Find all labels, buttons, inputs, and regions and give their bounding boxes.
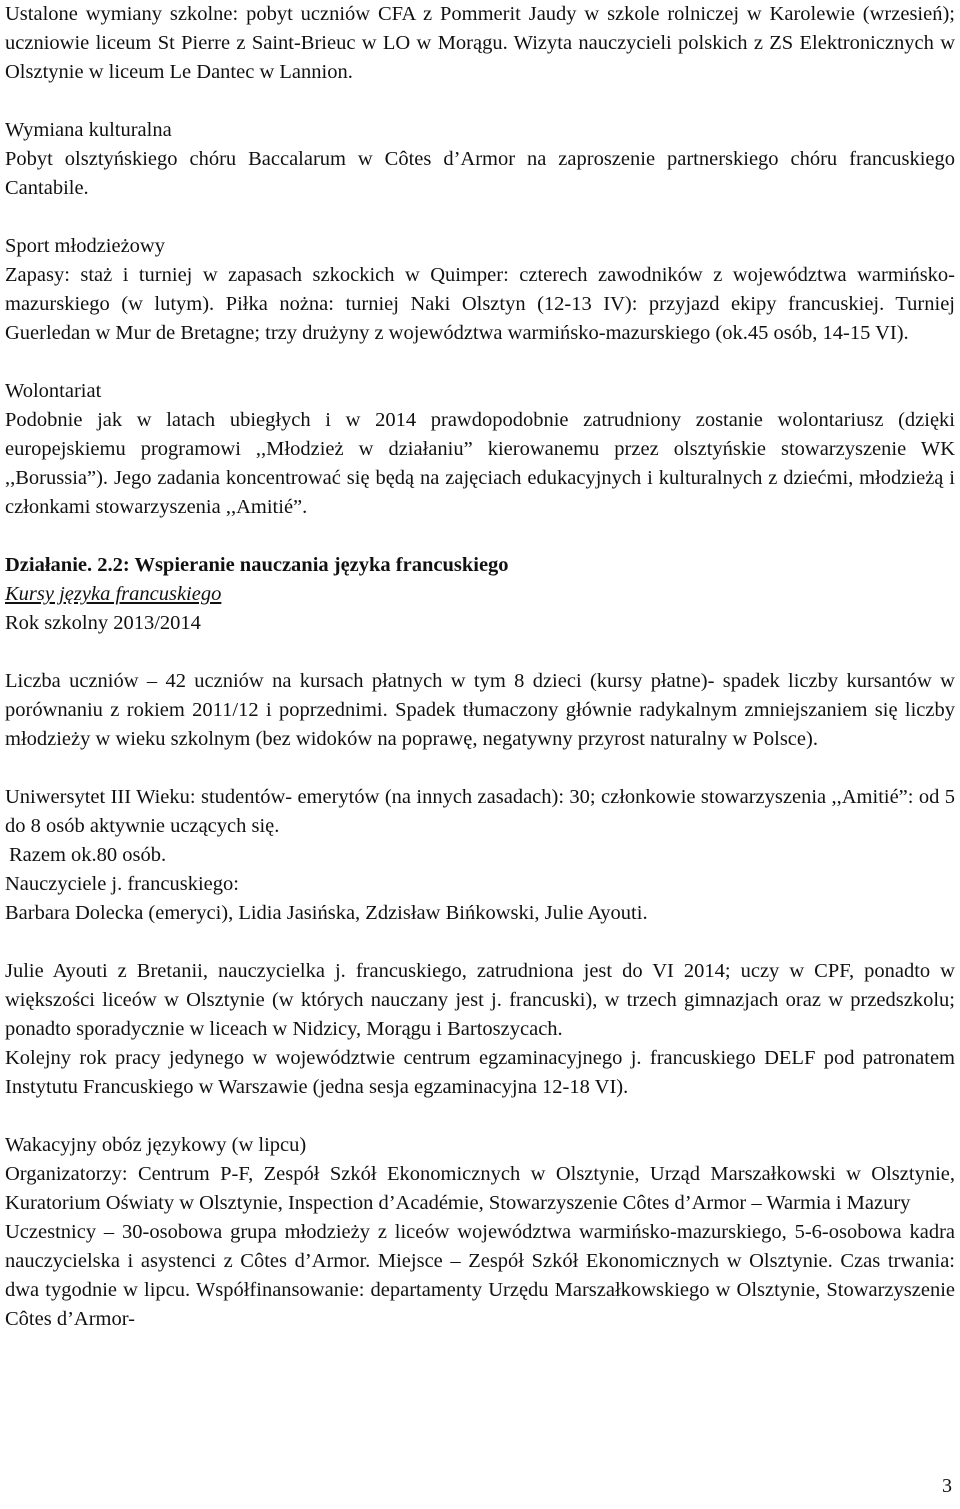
students-count-paragraph: Liczba uczniów – 42 uczniów na kursach płatnych w tym 8 dzieci (kursy płatne)- spadek liczby kursantów w porównaniu z rokiem 2011/12 i poprzednimi. Spadek tłumaczony głównie radykalnym zmniejszaniem się liczby młodzieży w wieku szkolnym (bez widoków na poprawę, negatywny przyrost naturalny w Polsce). (5, 670, 955, 750)
action-heading: Działanie. 2.2: Wspieranie nauczania języka francuskiego (5, 554, 509, 576)
youth-sport-heading: Sport młodzieżowy (5, 235, 165, 257)
school-year: Rok szkolny 2013/2014 (5, 612, 201, 634)
teachers-list: Barbara Dolecka (emeryci), Lidia Jasińska, Zdzisław Bińkowski, Julie Ayouti. (5, 902, 648, 924)
youth-sport-paragraph: Zapasy: staż i turniej w zapasach szkockich w Quimper: czterech zawodników z województwa warmińsko-mazurskiego (w lutym). Piłka nożna: turniej Naki Olsztyn (12-13 IV): przyjazd ekipy francuskiej. Turniej Guerledan w Mur de Bretagne; trzy drużyny z województwa warmińsko-mazurskiego (ok.45 osób, 14-15 VI). (5, 264, 955, 344)
cultural-exchange-paragraph: Pobyt olsztyńskiego chóru Baccalarum w Côtes d’Armor na zaproszenie partnerskiego chóru francuskiego Cantabile. (5, 148, 955, 199)
total-line: Razem ok.80 osób. (9, 844, 167, 866)
school-exchange-paragraph: Ustalone wymiany szkolne: pobyt uczniów CFA z Pommerit Jaudy w szkole rolniczej w Karolewie (wrzesień); uczniowie liceum St Pierre z Saint-Brieuc w LO w Morągu. Wizyta nauczycieli polskich z ZS Elektronicznych w Olsztynie w liceum Le Dantec w Lannion. (5, 3, 955, 83)
courses-heading: Kursy języka francuskiego (5, 583, 222, 605)
delf-centre-paragraph: Kolejny rok pracy jedynego w województwie centrum egzaminacyjnego j. francuskiego DELF pod patronatem Instytutu Francuskiego w Warszawie (jedna sesja egzaminacyjna 12-18 VI). (5, 1047, 955, 1098)
page-number: 3 (942, 1475, 952, 1497)
volunteering-paragraph: Podobnie jak w latach ubiegłych i w 2014 prawdopodobnie zatrudniony zostanie wolontariusz (dzięki europejskiemu programowi ,,Młodzież w działaniu” kierowanemu przez olsztyńskie stowarzyszenie WK ,,Borussia”). Jego zadania koncentrować się będą na zajęciach edukacyjnych i kulturalnych z dziećmi, młodzieżą i członkami stowarzyszenia ,,Amitié”. (5, 409, 955, 518)
cultural-exchange-heading: Wymiana kulturalna (5, 119, 172, 141)
university-third-age-paragraph: Uniwersytet III Wieku: studentów- emerytów (na innych zasadach): 30; członkowie stowarzyszenia ,,Amitié”: od 5 do 8 osób aktywnie uczących się. (5, 786, 955, 837)
summer-camp-heading: Wakacyjny obóz językowy (w lipcu) (5, 1134, 307, 1156)
volunteering-heading: Wolontariat (5, 380, 102, 402)
organisers-paragraph: Organizatorzy: Centrum P-F, Zespół Szkół Ekonomicznych w Olsztynie, Urząd Marszałkowski w Olsztynie, Kuratorium Oświaty w Olsztynie, Inspection d’Académie, Stowarzyszenie Côtes d’Armor – Warmia i Mazury (5, 1163, 955, 1214)
teachers-heading: Nauczyciele j. francuskiego: (5, 873, 239, 895)
participants-paragraph: Uczestnicy – 30-osobowa grupa młodzieży z liceów województwa warmińsko-mazurskiego, 5-6-osobowa kadra nauczycielska i asystenci z Côtes d’Armor. Miejsce – Zespół Szkół Ekonomicznych w Olsztynie. Czas trwania: dwa tygodnie w lipcu. Współfinansowanie: departamenty Urzędu Marszałkowskiego w Olsztynie, Stowarzyszenie Côtes d’Armor- (5, 1221, 955, 1330)
julie-ayouti-paragraph: Julie Ayouti z Bretanii, nauczycielka j. francuskiego, zatrudniona jest do VI 2014; uczy w CPF, ponadto w większości liceów w Olsztynie (w których nauczany jest j. francuski), w trzech gimnazjach oraz w przedszkolu; ponadto sporadycznie w liceach w Nidzicy, Morągu i Bartoszycach. (5, 960, 955, 1040)
document-page (5, 0, 955, 1334)
